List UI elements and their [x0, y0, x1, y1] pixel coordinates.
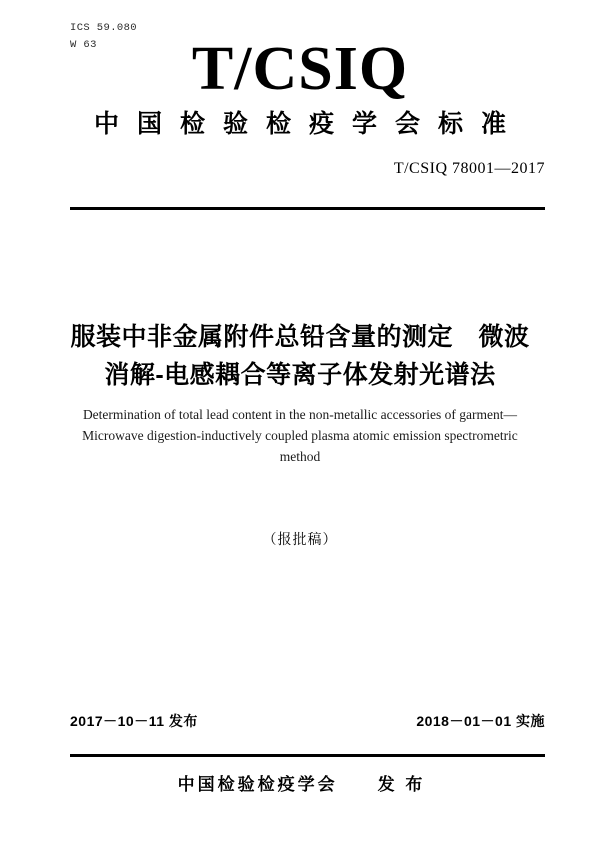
- classification-code: W 63: [70, 39, 97, 51]
- ics-code: ICS 59.080: [70, 22, 138, 34]
- title-cn-line-1: 服装中非金属附件总铅含量的测定 微波: [70, 323, 530, 351]
- issue-date: 2017－10－11 发布: [70, 713, 198, 729]
- header-divider: [70, 207, 545, 210]
- title-en-line-1: Determination of total lead content in the non-metallic accessories of garment—: [82, 407, 518, 422]
- title-cn-line-2: 消解-电感耦合等离子体发射光谱法: [104, 361, 496, 389]
- title-en-line-3: method: [279, 449, 321, 464]
- publisher-line: 中国检验检疫学会 发 布: [177, 775, 426, 794]
- standard-logo: T/CSIQ: [191, 35, 409, 103]
- page-title: [50, 318, 550, 394]
- implementation-date: 2018－01－01 实施: [416, 713, 545, 729]
- footer-divider: [70, 754, 545, 757]
- title-en-line-2: Microwave digestion-inductively coupled plasma atomic emission spectrometric: [82, 428, 518, 443]
- page-subtitle-english: [60, 404, 540, 467]
- draft-status-note: （报批稿）: [262, 531, 338, 547]
- date-row: [70, 711, 545, 731]
- standard-number: T/CSIQ 78001—2017: [393, 160, 545, 177]
- society-name: 中国检验检疫学会标准: [93, 110, 524, 138]
